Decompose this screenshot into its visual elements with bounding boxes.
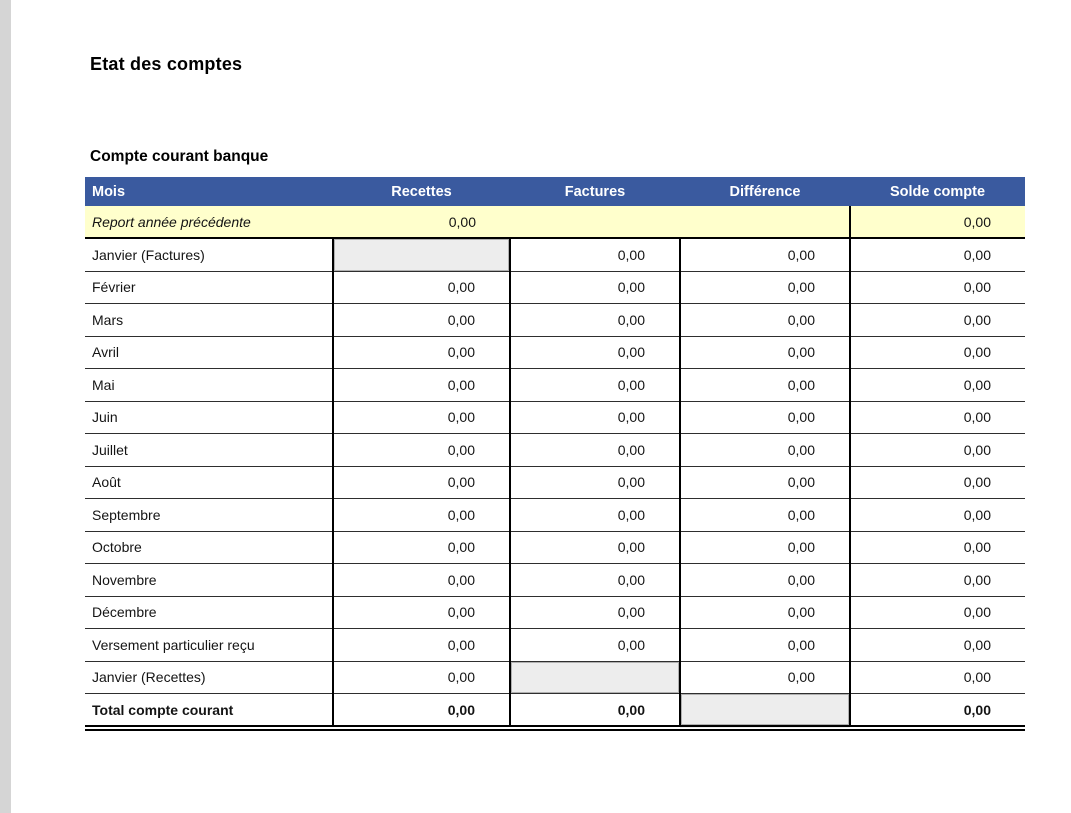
difference-cell: 0,00	[680, 466, 850, 499]
row-label: Janvier (Factures)	[85, 238, 333, 271]
table-row	[85, 238, 1025, 271]
factures-cell: 0,00	[510, 336, 680, 369]
table-row	[85, 499, 1025, 532]
recettes-cell: 0,00	[333, 304, 510, 337]
table-row	[85, 661, 1025, 694]
factures-cell	[510, 661, 680, 694]
recettes-cell: 0,00	[333, 564, 510, 597]
page-title: Etat des comptes	[90, 54, 243, 74]
total-row	[85, 694, 1025, 729]
factures-cell: 0,00	[510, 304, 680, 337]
solde-cell: 0,00	[850, 336, 1025, 369]
table-row	[85, 466, 1025, 499]
row-label: Novembre	[85, 564, 333, 597]
difference-cell: 0,00	[680, 434, 850, 467]
factures-cell: 0,00	[510, 369, 680, 402]
table-row	[85, 271, 1025, 304]
solde-cell: 0,00	[850, 271, 1025, 304]
row-label: Septembre	[85, 499, 333, 532]
column-header-mois: Mois	[85, 177, 333, 206]
solde-cell: 0,00	[850, 564, 1025, 597]
solde-cell: 0,00	[850, 304, 1025, 337]
factures-cell: 0,00	[510, 499, 680, 532]
row-label: Février	[85, 271, 333, 304]
recettes-cell: 0,00	[333, 629, 510, 662]
solde-cell: 0,00	[850, 694, 1025, 729]
recettes-cell	[333, 238, 510, 271]
row-label: Août	[85, 466, 333, 499]
row-label: Juillet	[85, 434, 333, 467]
report-spacer-cell	[510, 206, 850, 238]
table-row	[85, 336, 1025, 369]
row-label: Report année précédente	[85, 206, 333, 238]
solde-cell: 0,00	[850, 661, 1025, 694]
table-row	[85, 434, 1025, 467]
difference-cell: 0,00	[680, 499, 850, 532]
solde-cell: 0,00	[850, 531, 1025, 564]
factures-cell: 0,00	[510, 596, 680, 629]
factures-cell: 0,00	[510, 694, 680, 729]
recettes-cell: 0,00	[333, 499, 510, 532]
solde-cell: 0,00	[850, 434, 1025, 467]
table-header-row	[85, 177, 1025, 206]
difference-cell: 0,00	[680, 304, 850, 337]
recettes-cell: 0,00	[333, 434, 510, 467]
recettes-cell: 0,00	[333, 466, 510, 499]
row-label: Total compte courant	[85, 694, 333, 729]
difference-cell: 0,00	[680, 336, 850, 369]
recettes-cell: 0,00	[333, 369, 510, 402]
difference-cell: 0,00	[680, 629, 850, 662]
difference-cell	[680, 694, 850, 729]
row-label: Avril	[85, 336, 333, 369]
recettes-cell: 0,00	[333, 401, 510, 434]
factures-cell: 0,00	[510, 434, 680, 467]
solde-cell: 0,00	[850, 206, 1025, 238]
difference-cell: 0,00	[680, 401, 850, 434]
row-label: Mars	[85, 304, 333, 337]
recettes-cell: 0,00	[333, 206, 510, 238]
table-row	[85, 531, 1025, 564]
factures-cell: 0,00	[510, 271, 680, 304]
difference-cell: 0,00	[680, 369, 850, 402]
solde-cell: 0,00	[850, 401, 1025, 434]
factures-cell: 0,00	[510, 531, 680, 564]
table-row	[85, 564, 1025, 597]
row-label: Juin	[85, 401, 333, 434]
solde-cell: 0,00	[850, 466, 1025, 499]
recettes-cell: 0,00	[333, 531, 510, 564]
solde-cell: 0,00	[850, 596, 1025, 629]
row-label: Janvier (Recettes)	[85, 661, 333, 694]
factures-cell: 0,00	[510, 629, 680, 662]
accounts-table	[85, 177, 1025, 731]
recettes-cell: 0,00	[333, 694, 510, 729]
section-title: Compte courant banque	[90, 148, 269, 165]
recettes-cell: 0,00	[333, 661, 510, 694]
viewer-left-gutter	[0, 0, 11, 813]
difference-cell: 0,00	[680, 564, 850, 597]
table-row	[85, 304, 1025, 337]
column-header-difference: Différence	[680, 177, 850, 206]
solde-cell: 0,00	[850, 629, 1025, 662]
recettes-cell: 0,00	[333, 271, 510, 304]
table-row	[85, 401, 1025, 434]
solde-cell: 0,00	[850, 369, 1025, 402]
row-label: Versement particulier reçu	[85, 629, 333, 662]
column-header-solde: Solde compte	[850, 177, 1025, 206]
factures-cell: 0,00	[510, 238, 680, 271]
table-row	[85, 629, 1025, 662]
row-label: Octobre	[85, 531, 333, 564]
report-row	[85, 206, 1025, 238]
table-row	[85, 596, 1025, 629]
table-row	[85, 369, 1025, 402]
row-label: Mai	[85, 369, 333, 402]
factures-cell: 0,00	[510, 466, 680, 499]
difference-cell: 0,00	[680, 661, 850, 694]
factures-cell: 0,00	[510, 401, 680, 434]
recettes-cell: 0,00	[333, 596, 510, 629]
recettes-cell: 0,00	[333, 336, 510, 369]
column-header-recettes: Recettes	[333, 177, 510, 206]
column-header-factures: Factures	[510, 177, 680, 206]
solde-cell: 0,00	[850, 499, 1025, 532]
difference-cell: 0,00	[680, 596, 850, 629]
difference-cell: 0,00	[680, 271, 850, 304]
solde-cell: 0,00	[850, 238, 1025, 271]
factures-cell: 0,00	[510, 564, 680, 597]
difference-cell: 0,00	[680, 238, 850, 271]
row-label: Décembre	[85, 596, 333, 629]
difference-cell: 0,00	[680, 531, 850, 564]
